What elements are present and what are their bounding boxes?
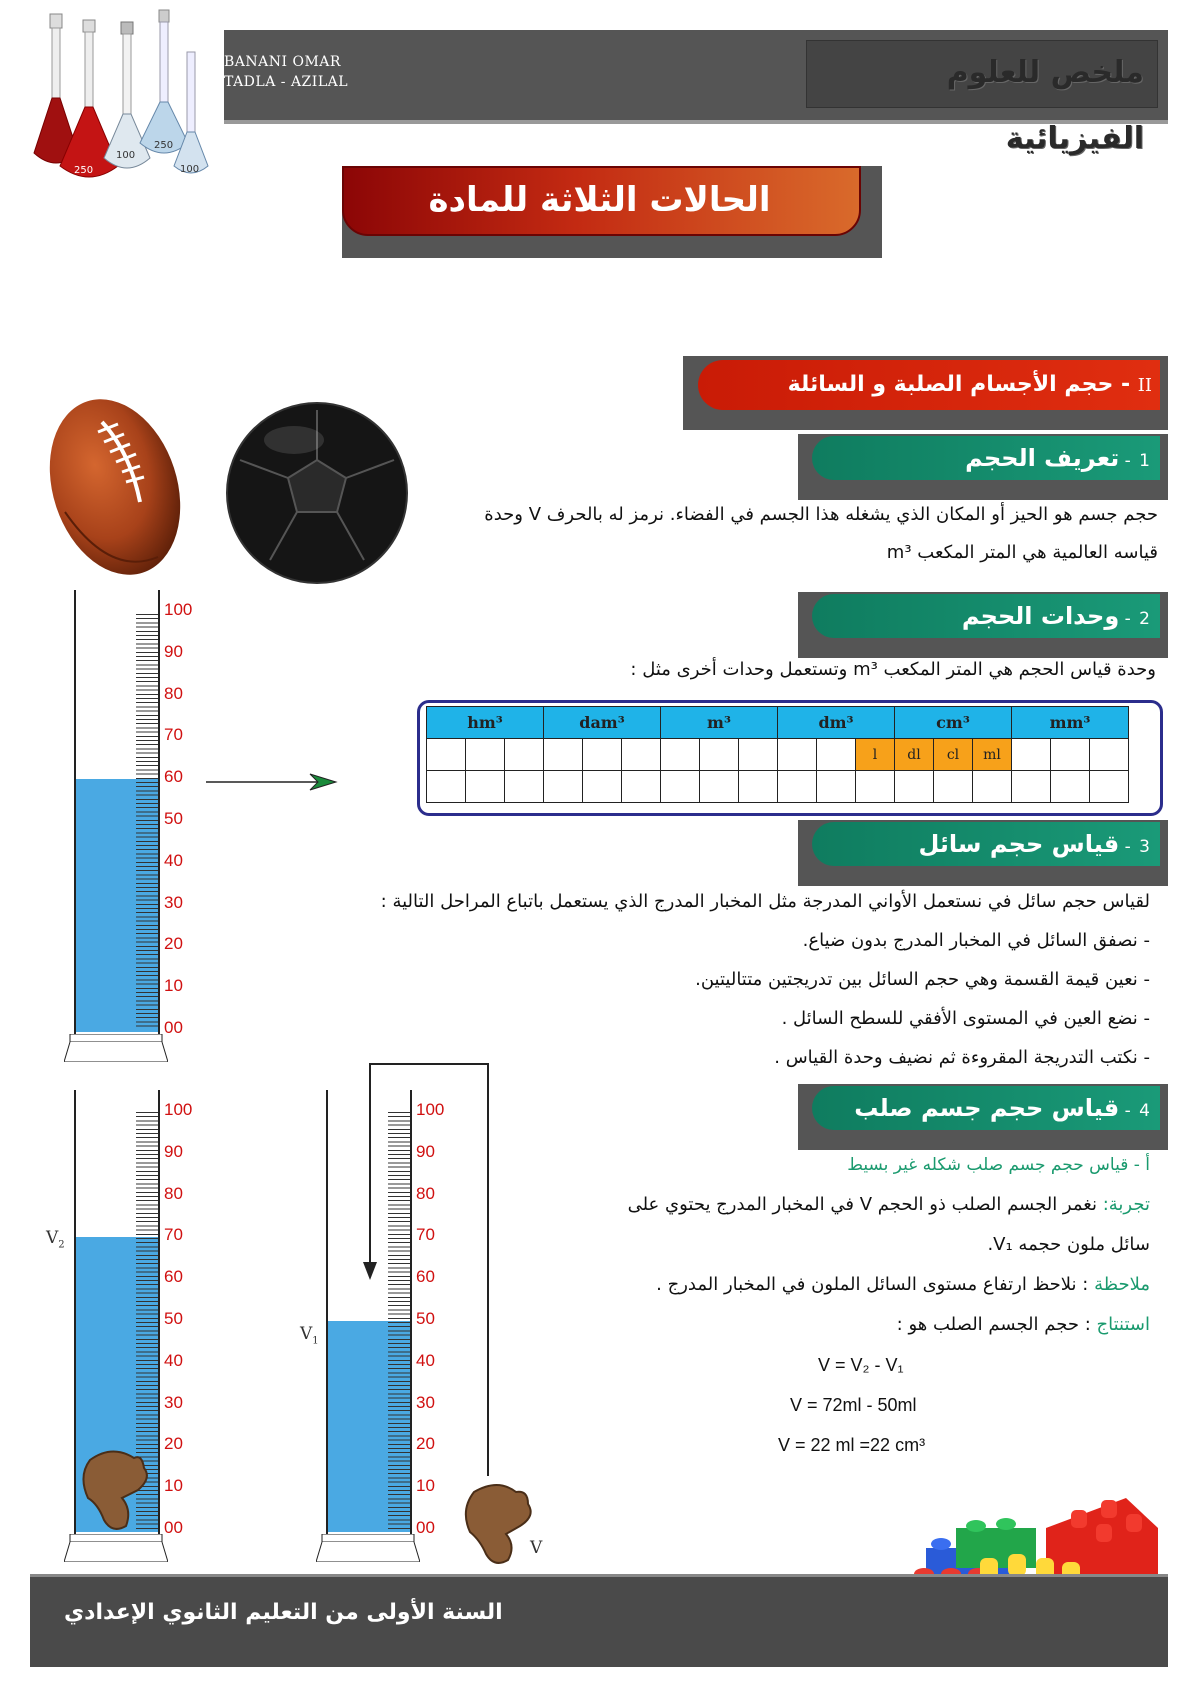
part2-number: 2 <box>1139 609 1150 629</box>
author-region: TADLA - AZILAL <box>224 74 349 90</box>
part3-step-3: - نضع العين في المستوى الأفقي للسطح السائل . <box>781 1008 1150 1029</box>
experiment-label: تجربة: <box>1102 1194 1150 1215</box>
section2-title: حجم الأجسام الصلبة و السائلة <box>787 372 1114 397</box>
graduation-label: 10 <box>164 1476 183 1496</box>
cylinder-3-base <box>316 1534 420 1562</box>
graduation-label: 30 <box>416 1392 435 1412</box>
football-image <box>224 400 410 586</box>
note-label: ملاحظة <box>1094 1274 1150 1295</box>
graduation-label: 00 <box>416 1518 435 1537</box>
part3-step-4: - نكتب التدريجة المقروءة ثم نضيف وحدة القياس . <box>774 1047 1150 1068</box>
graduation-label: 00 <box>164 1018 183 1037</box>
label-v1: $V_1$ <box>300 1324 319 1347</box>
graduation-label: 40 <box>164 1350 183 1370</box>
graduation-label: 70 <box>164 1225 183 1245</box>
unit-hm3: hm³ <box>427 707 544 739</box>
graduation-label: 60 <box>164 767 183 787</box>
svg-text:100: 100 <box>180 164 200 175</box>
graduation-label: 80 <box>164 683 183 703</box>
graduation-label: 30 <box>164 892 183 912</box>
flasks-illustration <box>30 8 230 188</box>
graduation-label: 50 <box>416 1309 435 1328</box>
graduation-label: 50 <box>164 1309 183 1328</box>
part4-note: ملاحظة : نلاحظ ارتفاع مستوى السائل الملون في المخبار المدرج . <box>656 1274 1150 1295</box>
part1-unit: m³ <box>886 542 912 563</box>
arrow-to-table <box>206 770 340 794</box>
unit-cm3: cm³ <box>895 707 1012 739</box>
graduation-label: 90 <box>164 641 183 661</box>
graduation-label: 10 <box>164 976 183 996</box>
graduation-label: 100 <box>164 1100 193 1119</box>
graduation-label: 60 <box>416 1267 435 1287</box>
graduation-label: 70 <box>416 1225 435 1245</box>
main-title: الحالات الثلاثة للمادة <box>428 180 771 220</box>
stone-icon <box>464 1482 536 1566</box>
part1-title-row: 1 - تعريف الحجم <box>965 444 1150 472</box>
cylinder-1-base <box>64 1034 168 1062</box>
units-empty-row <box>427 771 1129 803</box>
svg-text:100: 100 <box>116 150 136 161</box>
units-litre-row <box>427 739 1129 771</box>
cylinder-2-base <box>64 1534 168 1562</box>
graduation-label: 20 <box>164 934 183 954</box>
part4-experiment-2: سائل ملون حجمه V₁. <box>987 1234 1150 1255</box>
unit-ml: ml <box>973 739 1012 771</box>
unit-cl: cl <box>934 739 973 771</box>
graduation-label: 80 <box>164 1183 183 1203</box>
part2-title-row: 2 - وحدات الحجم <box>961 602 1150 630</box>
equation-3: V = 22 ml =22 cm³ <box>778 1435 926 1455</box>
header-title: ملخص للعلوم الفيزيائية <box>946 55 1144 156</box>
author-block <box>224 52 348 92</box>
rugby-ball-image <box>40 392 190 582</box>
part3-title: قياس حجم سائل <box>918 830 1120 858</box>
units-table <box>426 706 1129 803</box>
units-header-row <box>427 707 1129 739</box>
part3-intro: لقياس حجم سائل في نستعمل الأواني المدرجة مثل المخبار المدرج الذي يستعمل باتباع المراحل التالية : <box>380 891 1150 912</box>
graduation-label: 90 <box>416 1141 435 1161</box>
svg-text:250: 250 <box>154 140 174 151</box>
part4-title-row: 4 - قياس حجم جسم صلب <box>854 1094 1150 1122</box>
conclusion-label: استنتاج <box>1096 1314 1150 1335</box>
stone-in-cylinder-icon <box>82 1446 152 1532</box>
equation-1: V = V₂ - V₁ <box>818 1355 904 1375</box>
unit-dm3: dm³ <box>778 707 895 739</box>
cylinder-1-scale <box>136 614 158 1030</box>
graduation-label: 70 <box>164 725 183 745</box>
unit-l: l <box>856 739 895 771</box>
part4-title: قياس حجم جسم صلب <box>854 1094 1120 1122</box>
part1-number: 1 <box>1139 451 1150 471</box>
graduation-label: 10 <box>416 1476 435 1496</box>
graduation-label: 80 <box>416 1183 435 1203</box>
author-name: BANANI OMAR <box>224 54 341 70</box>
part1-text-line2: قياسه العالمية هي المتر المكعب m³ <box>886 542 1158 563</box>
graduation-label: 90 <box>164 1141 183 1161</box>
svg-text:250: 250 <box>74 165 94 176</box>
graduation-label: 20 <box>416 1434 435 1454</box>
part1-text-line1: حجم جسم هو الحيز أو المكان الذي يشغله هذا الجسم في الفضاء. نرمز له بالحرف V وحدة <box>484 504 1158 525</box>
graduation-label: 100 <box>164 600 193 619</box>
unit-mm3: mm³ <box>1012 707 1129 739</box>
part3-title-row: 3 - قياس حجم سائل <box>918 830 1150 858</box>
part2-text: وحدة قياس الحجم هي المتر المكعب m³ وتستعمل وحدات أخرى مثل : <box>630 659 1156 680</box>
graduation-label: 40 <box>416 1350 435 1370</box>
graduation-label: 50 <box>164 809 183 828</box>
unit-dam3: dam³ <box>544 707 661 739</box>
graduation-label: 60 <box>164 1267 183 1287</box>
part1-title: تعريف الحجم <box>965 444 1120 472</box>
part4-number: 4 <box>1139 1101 1150 1121</box>
graduation-label: 30 <box>164 1392 183 1412</box>
label-v2: $V_2$ <box>46 1228 65 1251</box>
equation-2: V = 72ml - 50ml <box>790 1395 917 1415</box>
section2-title-row: II - حجم الأجسام الصلبة و السائلة <box>787 372 1152 397</box>
section2-number: II <box>1137 375 1152 396</box>
part3-step-2: - نعين قيمة القسمة وهي حجم السائل بين تدريجتين متتاليتين. <box>695 969 1150 990</box>
graduation-label: 00 <box>164 1518 183 1537</box>
unit-m3: m³ <box>661 707 778 739</box>
graduation-label: 20 <box>164 1434 183 1454</box>
part4-subtitle: أ - قياس حجم جسم صلب شكله غير بسيط <box>847 1155 1150 1175</box>
label-v: V <box>530 1538 543 1558</box>
part4-experiment: تجربة: نغمر الجسم الصلب ذو الحجم V في المخبار المدرج يحتوي على <box>627 1194 1150 1215</box>
part4-conclusion: استنتاج : حجم الجسم الصلب هو : <box>896 1314 1150 1335</box>
footer-text: السنة الأولى من التعليم الثانوي الإعدادي <box>64 1600 503 1625</box>
part3-number: 3 <box>1139 837 1150 857</box>
part2-title: وحدات الحجم <box>961 602 1120 630</box>
graduation-label: 40 <box>164 850 183 870</box>
part3-step-1: - نصفق السائل في المخبار المدرج بدون ضياع. <box>802 930 1150 951</box>
graduation-label: 100 <box>416 1100 445 1119</box>
unit-dl: dl <box>895 739 934 771</box>
